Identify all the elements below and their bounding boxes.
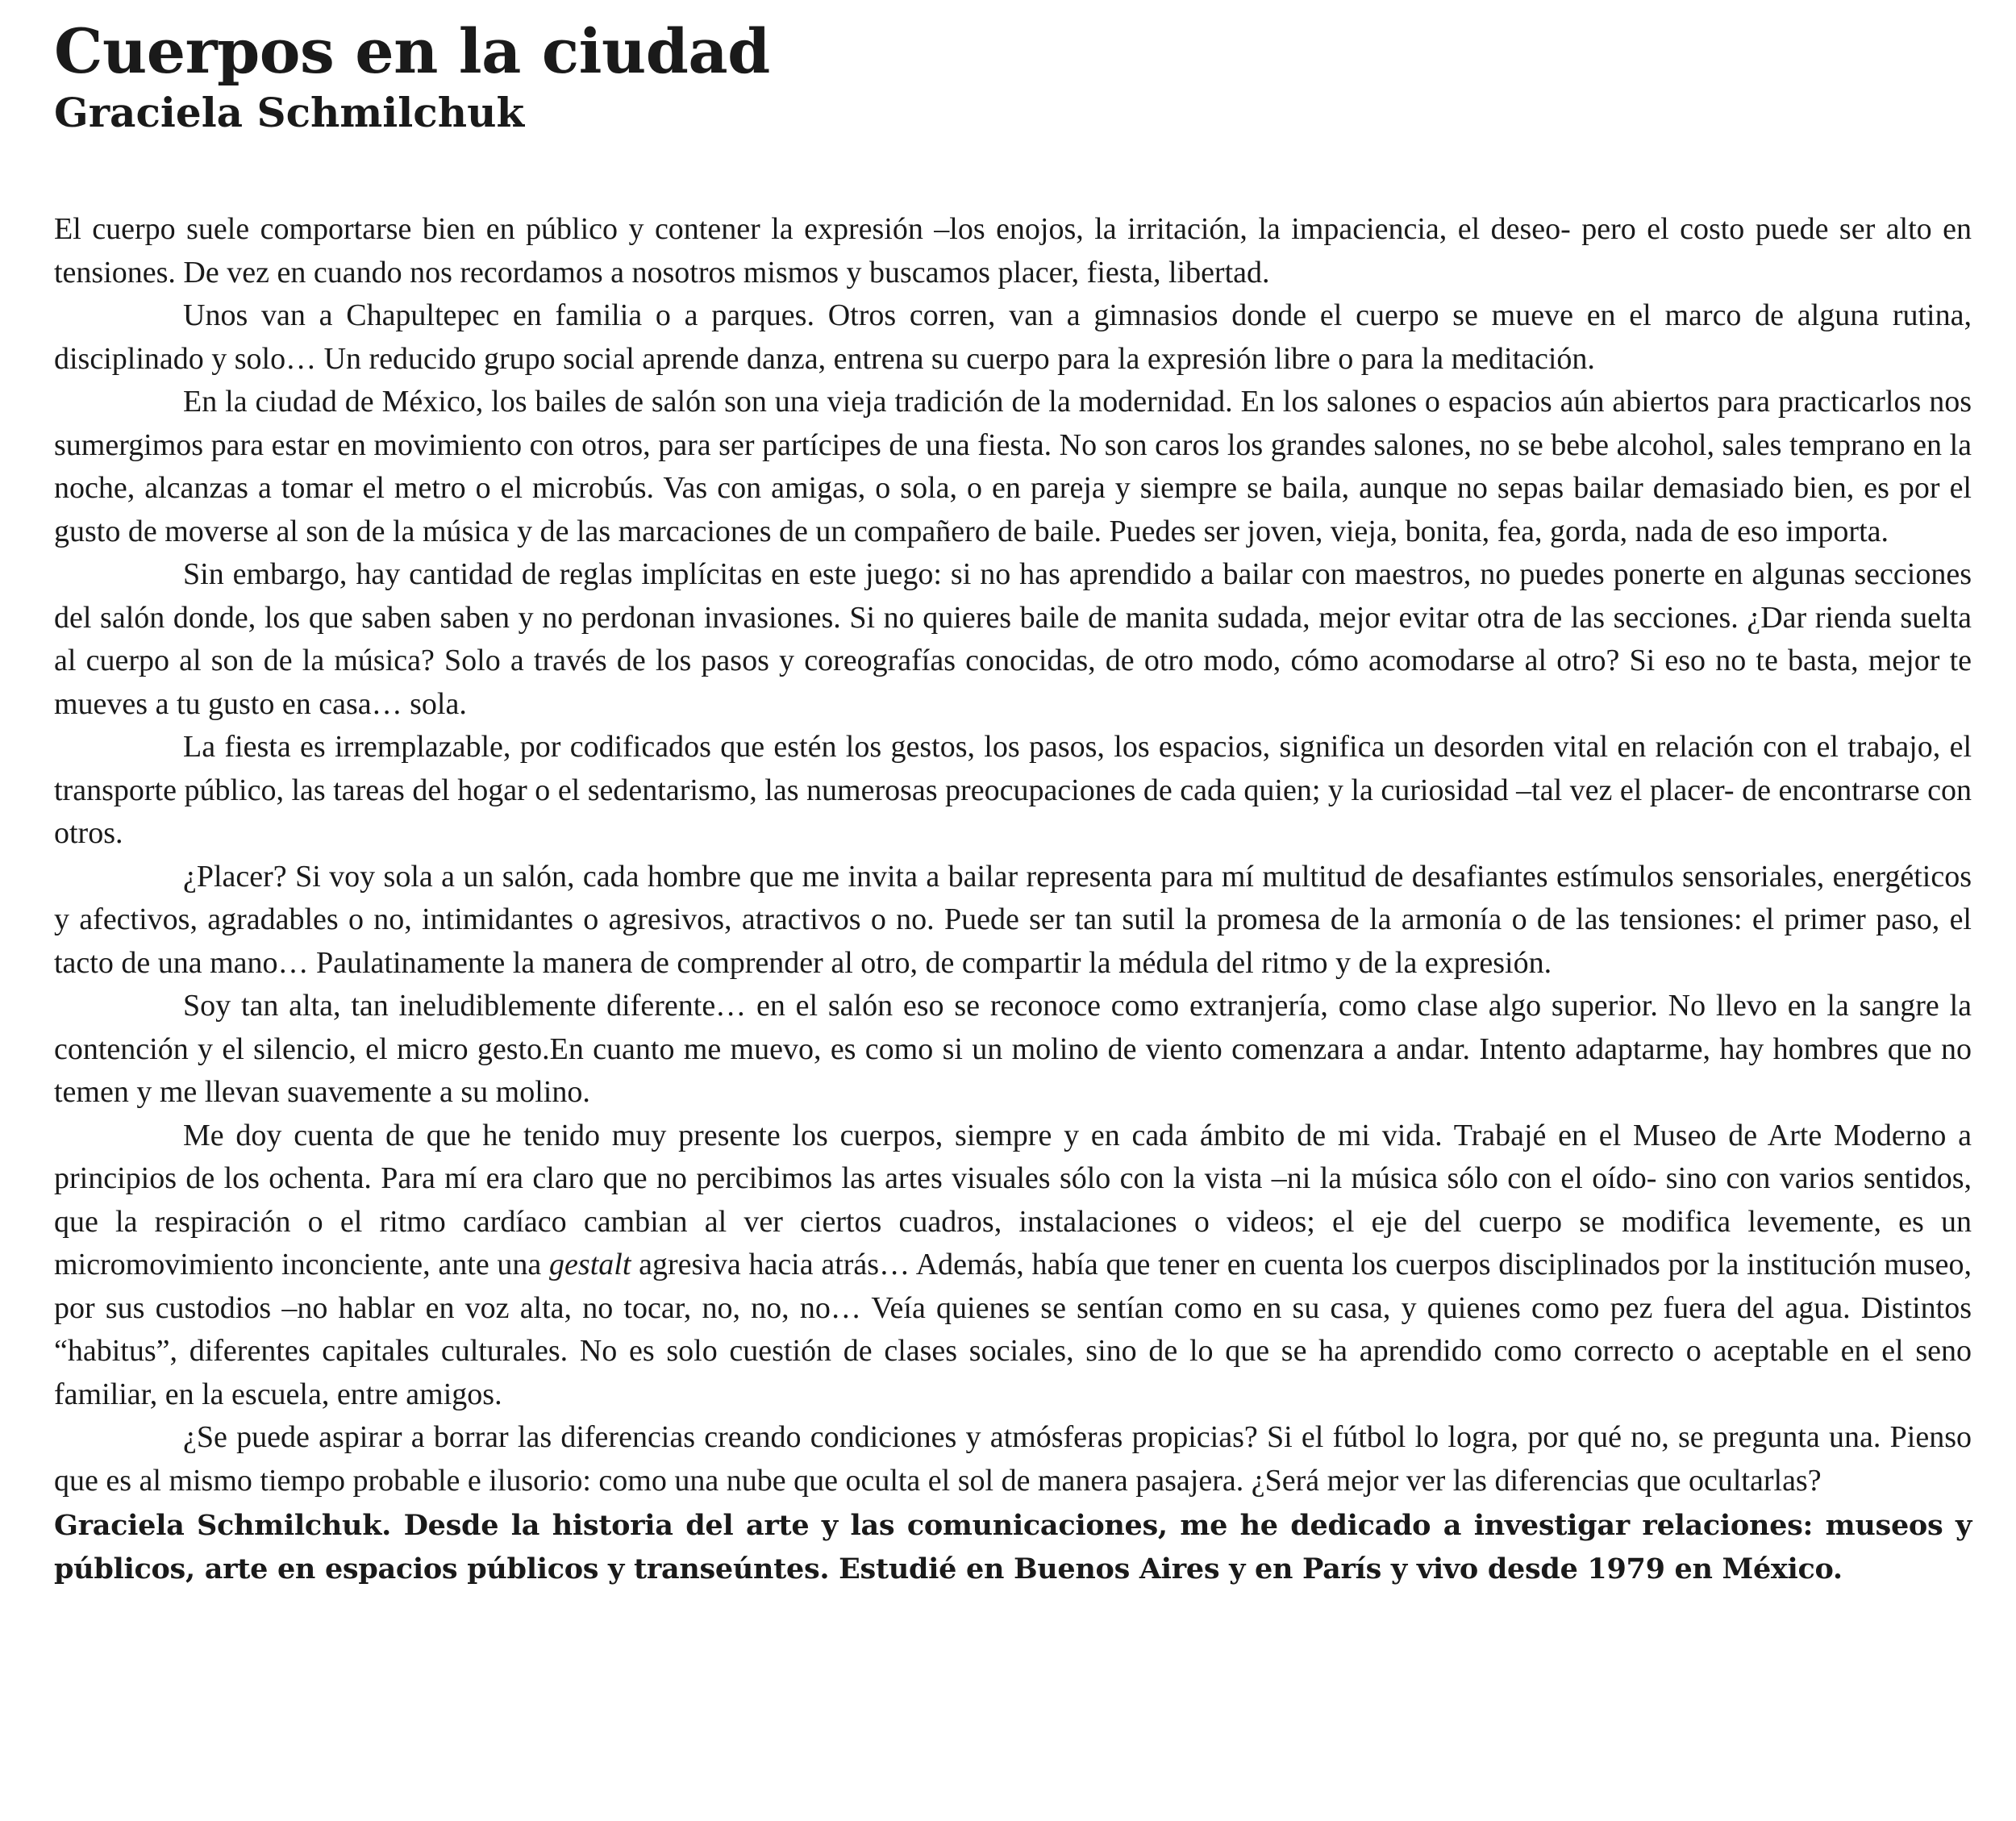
paragraph-9: ¿Se puede aspirar a borrar las diferencias creando condiciones y atmósferas propicias? Si el fútbol lo logra, por qué no, se pregunta una. Pienso que es al mismo tiempo probable e ilusorio: como una nube que oculta el sol de manera pasajera. ¿Será mejor ver las diferencias que ocultarlas? (54, 1420, 1972, 1498)
paragraph-2: Unos van a Chapultepec en familia o a parques. Otros corren, van a gimnasios donde el cuerpo se mueve en el marco de alguna rutina, disciplinado y solo… Un reducido grupo social aprende danza, entrena su cuerpo para la expresión libre o para la meditación. (54, 298, 1972, 376)
paragraph-7: Soy tan alta, tan ineludiblemente diferente… en el salón eso se reconoce como extranjería, como clase algo superior. No llevo en la sangre la contención y el silencio, el micro gesto.En cuanto me muevo, es como si un molino de viento comenzara a andar. Intento adaptarme, hay hombres que no temen y me llevan suavemente a su molino. (54, 989, 1972, 1109)
article (54, 15, 1972, 1590)
paragraph-8-part-2: agresiva hacia atrás… Además, había que tener en cuenta los cuerpos disciplinados por la institución museo, por sus custodios –no hablar en voz alta, no tocar, no, no, no… Veía quienes se sentían como en su casa, y quienes como pez fuera del agua. Distintos “habitus”, diferentes capitales culturales. No es solo cuestión de clases sociales, sino de lo que se ha aprendido como correcto o aceptable en el seno familiar, en la escuela, entre amigos. (54, 1248, 1972, 1411)
gestalt-term: gestalt (549, 1248, 631, 1281)
paragraph-8 (54, 1115, 1972, 1417)
article-author: Graciela Schmilchuk (54, 89, 525, 136)
paragraph-5: La fiesta es irremplazable, por codificados que estén los gestos, los pasos, los espacios, significa un desorden vital en relación con el trabajo, el transporte público, las tareas del hogar o el sedentarismo, las numerosas preocupaciones de cada quien; y la curiosidad –tal vez el placer- de encontrarse con otros. (54, 730, 1972, 850)
paragraph-4: Sin embargo, hay cantidad de reglas implícitas en este juego: si no has aprendido a bailar con maestros, no puedes ponerte en algunas secciones del salón donde, los que saben saben y no perdonan invasiones. Si no quieres baile de manita sudada, mejor evitar otra de las secciones. ¿Dar rienda suelta al cuerpo al son de la música? Solo a través de los pasos y coreografías conocidas, de otro modo, cómo acomodarse al otro? Si eso no te basta, mejor te mueves a tu gusto en casa… sola. (54, 557, 1972, 721)
paragraph-1: El cuerpo suele comportarse bien en público y contener la expresión –los enojos, la irritación, la impaciencia, el deseo- pero el costo puede ser alto en tensiones. De vez en cuando nos recordamos a nosotros mismos y buscamos placer, fiesta, libertad. (54, 212, 1972, 290)
paragraph-3: En la ciudad de México, los bailes de salón son una vieja tradición de la modernidad. En los salones o espacios aún abiertos para practicarlos nos sumergimos para estar en movimiento con otros, para ser partícipes de una fiesta. No son caros los grandes salones, no se bebe alcohol, sales temprano en la noche, alcanzas a tomar el metro o el microbús. Vas con amigas, o sola, o en pareja y siempre se baila, aunque no sepas bailar demasiado bien, es por el gusto de moverse al son de la música y de las marcaciones de un compañero de baile. Puedes ser joven, vieja, bonita, fea, gorda, nada de eso importa. (54, 385, 1972, 548)
paragraph-6: ¿Placer? Si voy sola a un salón, cada hombre que me invita a bailar representa para mí multitud de desafiantes estímulos sensoriales, energéticos y afectivos, agradables o no, intimidantes o agresivos, atractivos o no. Puede ser tan sutil la promesa de la armonía o de las tensiones: el primer paso, el tacto de una mano… Paulatinamente la manera de comprender al otro, de compartir la médula del ritmo y de la expresión. (54, 859, 1972, 980)
paragraph-8-part-1: Me doy cuenta de que he tenido muy presente los cuerpos, siempre y en cada ámbito de mi vida. Trabajé en el Museo de Arte Moderno a principios de los ochenta. Para mí era claro que no percibimos las artes visuales sólo con la vista –ni la música sólo con el oído- sino con varios sentidos, que la respiración o el ritmo cardíaco cambian al ver ciertos cuadros, instalaciones o videos; el eje del cuerpo se modifica levemente, es un micromovimiento inconciente, ante una (54, 1118, 1972, 1281)
article-title: Cuerpos en la ciudad (54, 15, 770, 87)
article-body (54, 208, 1972, 1502)
author-bio: Graciela Schmilchuk. Desde la historia del arte y las comunicaciones, me he dedicado a investigar relaciones: museos y públicos, arte en espacios públicos y transeúntes. Estudié en Buenos Aires y en París y vivo desde 1979 en México. (54, 1509, 1972, 1586)
